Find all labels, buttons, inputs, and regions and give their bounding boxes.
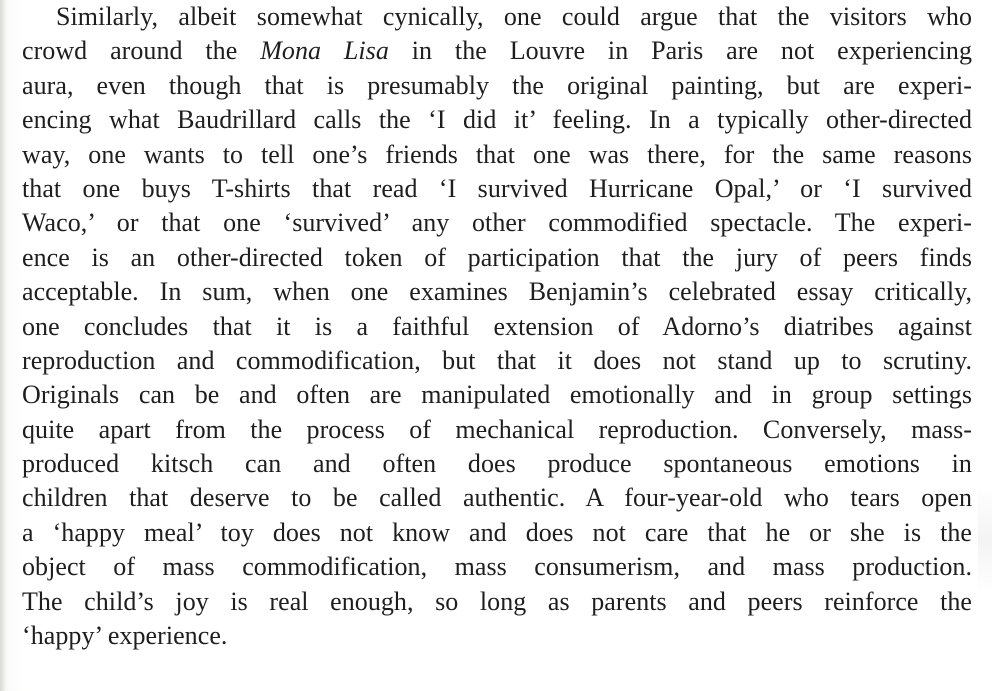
text-line-16: a ‘happy meal’ toy does not know and does not care that he or she is the bbox=[22, 517, 972, 547]
text-line-6: that one buys T-shirts that read ‘I survived Hurricane Opal,’ or ‘I survived bbox=[22, 173, 972, 203]
text-line-4: encing what Baudrillard calls the ‘I did it’ feeling. In a typically other-directed bbox=[22, 105, 972, 135]
text-line-2 bbox=[22, 34, 972, 68]
text-line-9: acceptable. In sum, when one examines Benjamin’s celebrated essay critically, bbox=[22, 277, 972, 307]
text-line-5: way, one wants to tell one’s friends that one was there, for the same reasons bbox=[22, 139, 972, 169]
text-line-11: reproduction and commodification, but that it does not stand up to scrutiny. bbox=[22, 345, 972, 375]
text-line-3: aura, even though that is presumably the original painting, but are experi- bbox=[22, 70, 972, 100]
text-line-19: ‘happy’ experience. bbox=[22, 621, 228, 651]
text-line-10: one concludes that it is a faithful extension of Adorno’s diatribes against bbox=[22, 311, 972, 341]
text-line-8: ence is an other-directed token of participation that the jury of peers finds bbox=[22, 242, 972, 272]
text-line-7: Waco,’ or that one ‘survived’ any other commodified spectacle. The experi- bbox=[22, 208, 972, 238]
text-line-1: Similarly, albeit somewhat cynically, one could argue that the visitors who bbox=[56, 2, 972, 31]
text-segment: in the Louvre in Paris are not experiencing bbox=[411, 36, 972, 66]
text-line-17: object of mass commodification, mass consumerism, and mass production. bbox=[22, 552, 972, 582]
text-line-18: The child’s joy is real enough, so long as parents and peers reinforce the bbox=[22, 586, 972, 616]
body-paragraph bbox=[22, 0, 972, 653]
text-line-13: quite apart from the process of mechanical reproduction. Conversely, mass- bbox=[22, 414, 972, 444]
text-line-15: children that deserve to be called authentic. A four-year-old who tears open bbox=[22, 483, 972, 513]
italic-title: Mona Lisa bbox=[260, 36, 389, 66]
text-line-14: produced kitsch can and often does produce spontaneous emotions in bbox=[22, 449, 972, 479]
show-through-smudge bbox=[978, 485, 992, 595]
text-segment: crowd around the bbox=[22, 36, 238, 66]
text-line-12: Originals can be and often are manipulated emotionally and in group settings bbox=[22, 380, 972, 410]
page-gutter-shadow bbox=[0, 0, 6, 691]
